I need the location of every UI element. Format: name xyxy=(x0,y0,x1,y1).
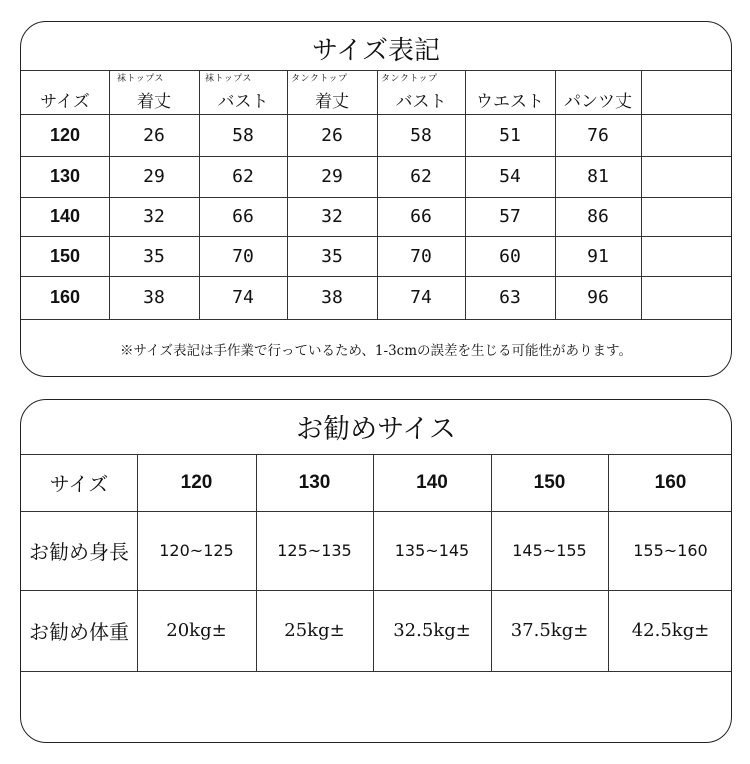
value-cell: 29 xyxy=(143,166,165,187)
value-cell: 38 xyxy=(321,287,343,308)
value-cell: 74 xyxy=(410,287,432,308)
value-cell: 62 xyxy=(410,166,432,187)
size-cell: 140 xyxy=(49,206,81,226)
size-cell: 140 xyxy=(416,471,448,493)
value-cell: 91 xyxy=(587,245,609,267)
value-cell: 60 xyxy=(499,245,521,267)
value-cell: 58 xyxy=(410,124,432,146)
size-cell: 120 xyxy=(180,471,213,493)
weight-cell: 20kg± xyxy=(166,620,227,641)
size-chart-card xyxy=(20,21,732,377)
value-cell: 26 xyxy=(321,124,343,146)
value-cell: 96 xyxy=(587,287,609,308)
weight-cell: 25kg± xyxy=(284,620,345,641)
header-tank-bust: バスト xyxy=(395,91,447,112)
value-cell: 58 xyxy=(232,124,254,146)
header-size: サイズ xyxy=(40,91,90,112)
value-cell: 51 xyxy=(499,124,521,146)
value-cell: 62 xyxy=(232,166,254,187)
measurement-note: ※サイズ表記は手作業で行っているため、1-3cmの誤差を生じる可能性があります。 xyxy=(120,343,632,359)
table-rule xyxy=(21,671,731,672)
value-cell: 66 xyxy=(232,206,254,227)
size-chart-title: サイズ表記 xyxy=(312,36,440,66)
height-cell: 125~135 xyxy=(277,541,352,560)
value-cell: 54 xyxy=(499,166,521,187)
value-cell: 35 xyxy=(321,245,343,267)
size-cell: 150 xyxy=(49,245,81,266)
header-sub-label: タンクトップ xyxy=(291,74,348,84)
weight-row-label: お勧め体重 xyxy=(29,620,129,644)
size-cell: 160 xyxy=(654,471,687,493)
value-cell: 26 xyxy=(143,124,165,146)
header-sub-label: タンクトップ xyxy=(381,74,438,84)
value-cell: 63 xyxy=(499,287,521,308)
table-rule xyxy=(21,319,731,320)
value-cell: 86 xyxy=(587,206,609,227)
header-waist: ウエスト xyxy=(476,91,544,112)
size-cell: 150 xyxy=(533,471,566,493)
value-cell: 38 xyxy=(143,287,165,308)
recommend-card xyxy=(20,399,732,743)
value-cell: 57 xyxy=(499,206,521,227)
header-sub-label: 袜トップス xyxy=(205,74,252,84)
header-pants-length: パンツ丈 xyxy=(564,91,632,112)
weight-cell: 32.5kg± xyxy=(393,620,471,641)
header-top-bust: バスト xyxy=(217,91,269,112)
height-cell: 155~160 xyxy=(633,541,708,560)
value-cell: 70 xyxy=(232,245,254,267)
height-cell: 135~145 xyxy=(394,541,470,560)
header-tank-length: 着丈 xyxy=(315,91,349,112)
height-row-label: お勧め身長 xyxy=(29,540,129,564)
size-cell: 120 xyxy=(49,124,81,145)
value-cell: 32 xyxy=(143,206,165,227)
column-rule xyxy=(641,70,642,319)
value-cell: 66 xyxy=(410,206,432,227)
weight-cell: 37.5kg± xyxy=(510,620,589,641)
size-cell: 160 xyxy=(49,287,81,307)
recommend-title: お勧めサイス xyxy=(296,414,456,445)
value-cell: 74 xyxy=(232,287,254,308)
weight-cell: 42.5kg± xyxy=(631,620,710,641)
value-cell: 29 xyxy=(321,166,343,187)
size-cell: 130 xyxy=(298,471,331,493)
height-cell: 145~155 xyxy=(512,541,587,560)
value-cell: 35 xyxy=(143,245,165,267)
header-sub-label: 袜トップス xyxy=(117,74,164,84)
size-row-label: サイズ xyxy=(49,472,109,496)
value-cell: 70 xyxy=(410,245,432,267)
size-cell: 130 xyxy=(49,166,81,186)
value-cell: 76 xyxy=(587,124,609,146)
value-cell: 81 xyxy=(587,166,609,187)
value-cell: 32 xyxy=(321,206,343,227)
header-top-length: 着丈 xyxy=(137,91,171,112)
height-cell: 120~125 xyxy=(159,541,234,560)
